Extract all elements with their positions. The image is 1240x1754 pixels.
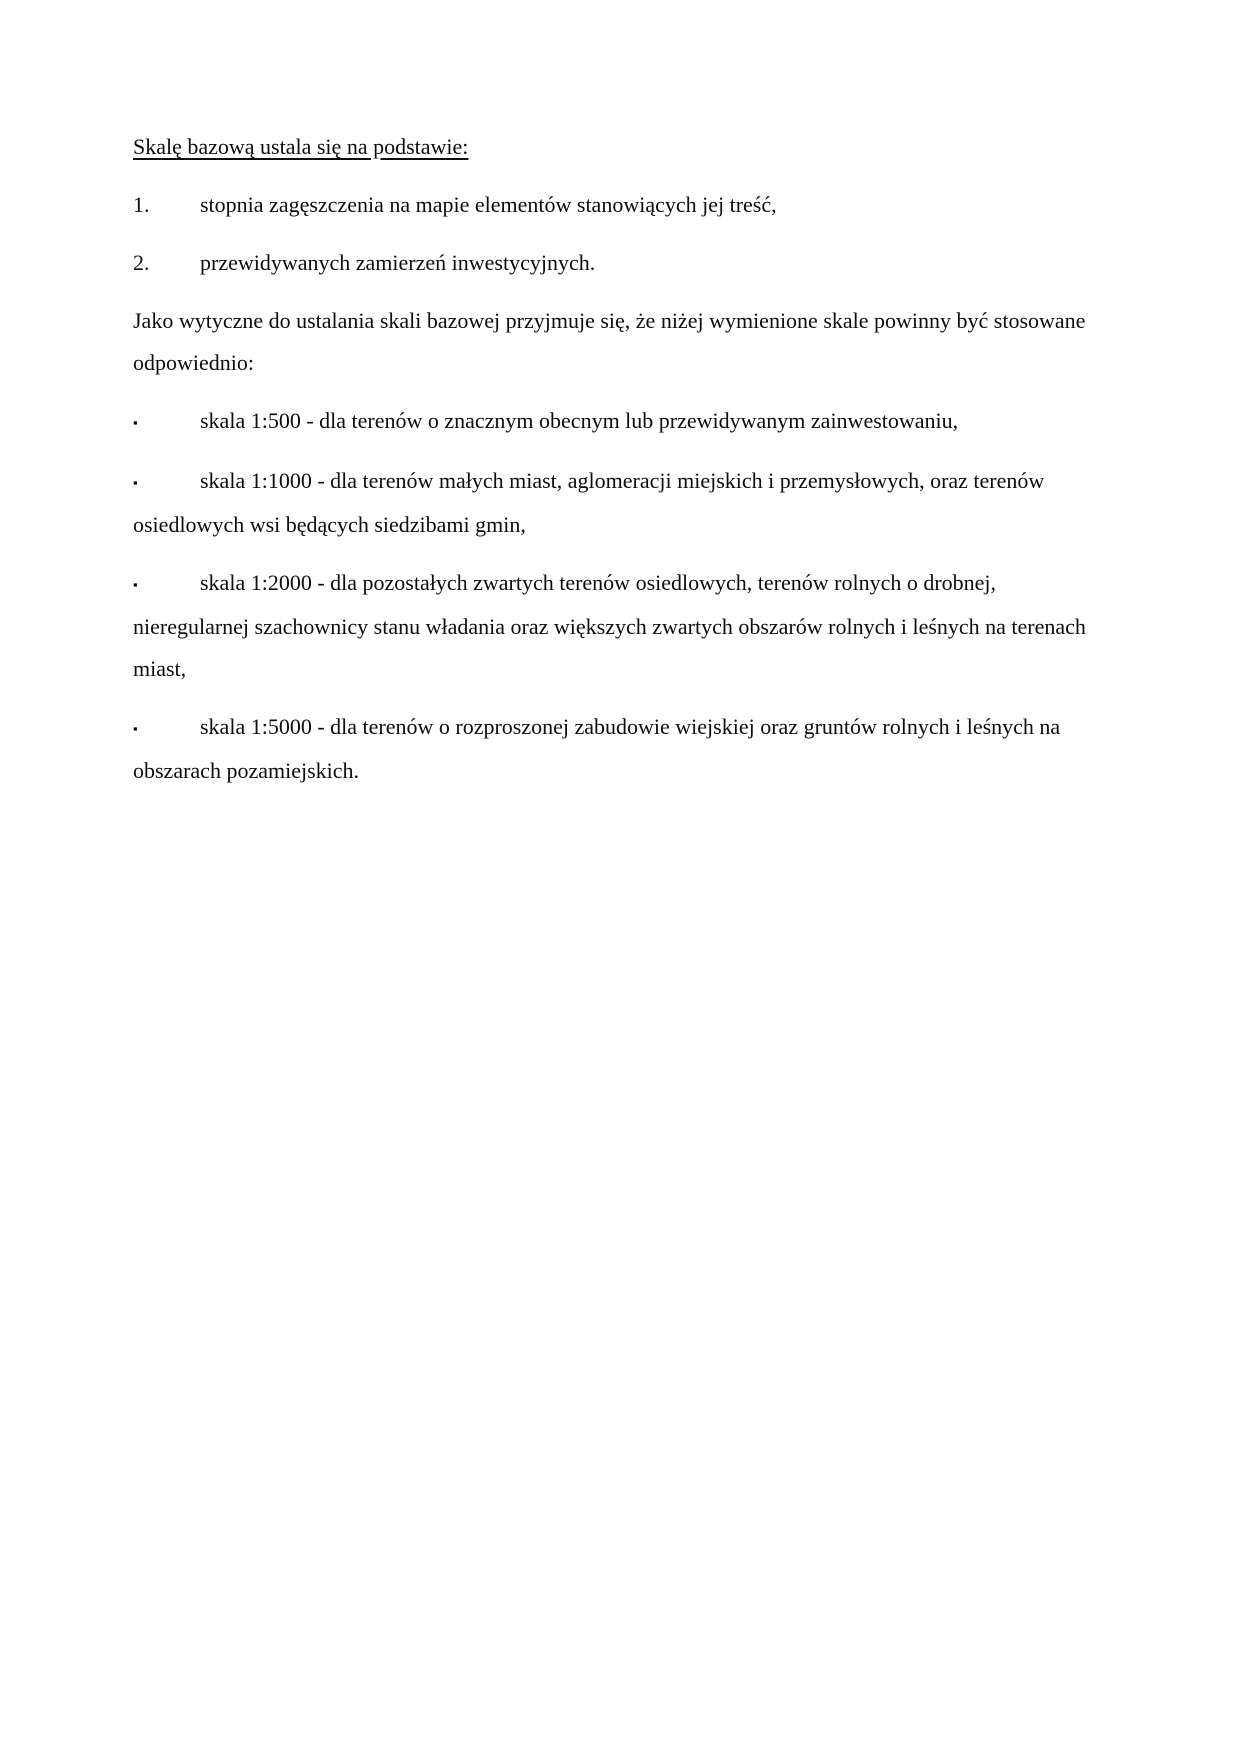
page-title: Skalę bazową ustala się na podstawie: — [133, 134, 469, 159]
list-number: 2. — [133, 250, 150, 275]
numbered-list-item — [133, 242, 1102, 284]
list-item-text: skala 1:5000 - dla terenów o rozproszonej zabudowie wiejskiej oraz gruntów rolnych i leśnych na obszarach pozamiejskich. — [133, 714, 1061, 783]
bullet-list-item — [133, 460, 1102, 546]
square-bullet-icon: ▪ — [133, 577, 138, 592]
list-number: 1. — [133, 192, 150, 217]
list-item-text: skala 1:1000 - dla terenów małych miast, aglomeracji miejskich i przemysłowych, oraz terenów osiedlowych wsi będących siedzibami gmin, — [133, 468, 1045, 537]
bullet-list-item — [133, 400, 1102, 444]
list-item-text: skala 1:2000 - dla pozostałych zwartych terenów osiedlowych, terenów rolnych o drobnej, nieregularnej szachownicy stanu władania oraz większych zwartych obszarów rolnych i leśnych na terenach miast, — [133, 570, 1086, 681]
square-bullet-icon: ▪ — [133, 475, 138, 490]
list-item-text: przewidywanych zamierzeń inwestycyjnych. — [200, 250, 596, 275]
list-item-text: stopnia zagęszczenia na mapie elementów stanowiących jej treść, — [200, 192, 777, 217]
list-item-text: skala 1:500 - dla terenów o znacznym obecnym lub przewidywanym zainwestowaniu, — [200, 408, 959, 433]
square-bullet-icon: ▪ — [133, 721, 138, 736]
bullet-list-item — [133, 562, 1102, 690]
intro-paragraph: Jako wytyczne do ustalania skali bazowej przyjmuje się, że niżej wymienione skale powinny być stosowane odpowiednio: — [133, 308, 1086, 375]
square-bullet-icon: ▪ — [133, 415, 138, 430]
numbered-list-item — [133, 184, 1102, 226]
bullet-list-item — [133, 706, 1102, 792]
